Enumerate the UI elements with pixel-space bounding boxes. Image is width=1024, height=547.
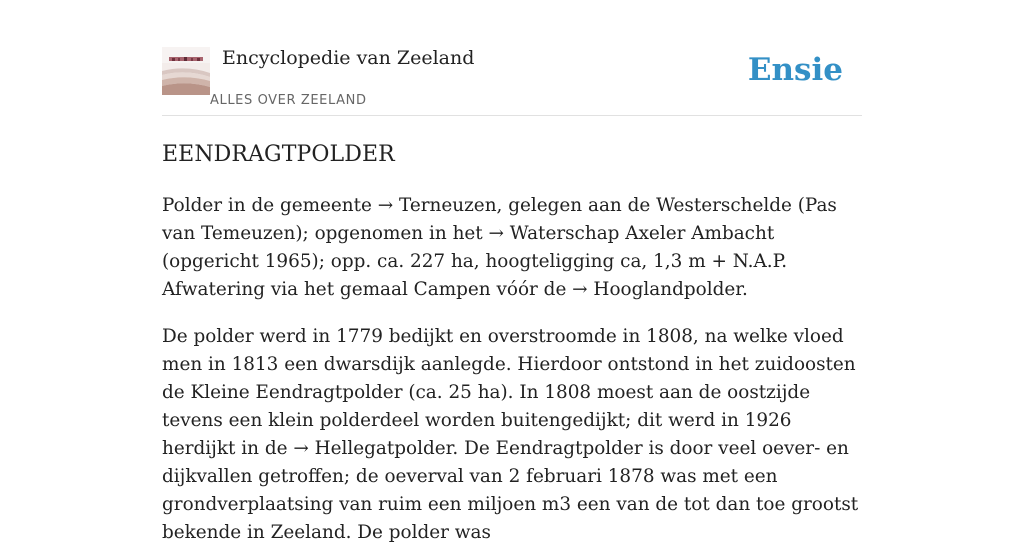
article-paragraph: De polder werd in 1779 bedijkt en overstroomde in 1808, na welke vloed men in 1813 een dwarsdijk aanlegde. Hierdoor ontstond in het zuidoosten de Kleine Eendragtpolder (ca. 25 ha). In 1808 moest aan de oostzijde tevens een klein polderdeel worden buitengedijkt; dit werd in 1926 herdijkt in de → Hellegatpolder. De Eendragtpolder is door veel oever- en dijkvallen getroffen; de oeverval van 2 februari 1878 was met een grondverplaatsing van ruim een miljoen m3 een van de tot dan toe grootst bekende in Zeeland. De polder was bbox=[162, 326, 859, 543]
ensie-logo-link[interactable]: Ensie bbox=[747, 52, 843, 88]
book-title[interactable]: Encyclopedie van Zeeland bbox=[222, 47, 475, 69]
article bbox=[162, 138, 862, 547]
book-avatar[interactable] bbox=[162, 47, 210, 95]
article-paragraph: Polder in de gemeente → Terneuzen, gelegen aan de Westerschelde (Pas van Temeuzen); opgenomen in het → Waterschap Axeler Ambacht (opgericht 1965); opp. ca. 227 ha, hoogteligging ca, 1,3 m + N.A.P. Afwatering via het gemaal Campen vóór de → Hooglandpolder. bbox=[162, 195, 837, 300]
book-subtitle: ALLES OVER ZEELAND bbox=[210, 93, 367, 108]
article-title: EENDRAGTPOLDER bbox=[162, 142, 395, 167]
book-header bbox=[162, 44, 862, 116]
book-pages-icon bbox=[162, 47, 210, 95]
